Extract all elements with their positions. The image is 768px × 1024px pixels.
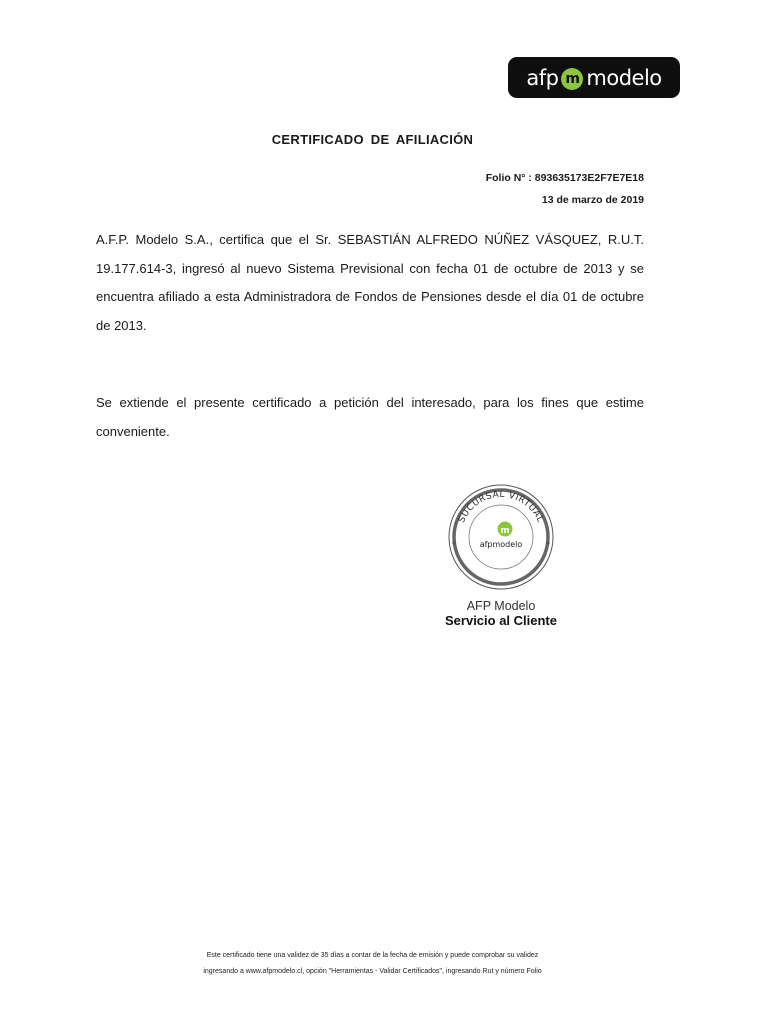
logo-text-modelo: modelo bbox=[586, 65, 662, 90]
closing-paragraph: Se extiende el presente certificado a petición del interesado, para los fines que estime conveniente. bbox=[96, 395, 644, 439]
issue-date: 13 de marzo de 2019 bbox=[541, 194, 644, 206]
seal-ring-text: SUCURSAL VIRTUAL bbox=[457, 489, 545, 525]
certification-paragraph: A.F.P. Modelo S.A., certifica que el Sr. SEBASTIÁN ALFREDO NÚÑEZ VÁSQUEZ, R.U.T. 19.177.614-3, ingresó al nuevo Sistema Previsional con fecha 01 de octubre de 2013 y se encuentra afiliado a esta Administradora de Fondos de Pensiones desde el día 01 de octubre de 2013. bbox=[96, 232, 644, 333]
signature-block bbox=[435, 483, 567, 628]
seal-mark: m bbox=[500, 526, 510, 536]
afp-modelo-logo bbox=[508, 57, 680, 98]
folio-number: Folio N° : 893635173E2F7E7E18 bbox=[485, 172, 644, 184]
footer-validity-note: Este certificado tiene una validez de 35 días a contar de la fecha de emisión y puede comprobar su validez bbox=[206, 952, 539, 959]
signature-role: Servicio al Cliente bbox=[445, 613, 557, 628]
footer-validation-instructions: ingresando a www.afpmodelo.cl, opción "Herramientas - Validar Certificados", ingresando Rut y número Folio bbox=[203, 968, 542, 975]
seal-brand: afpmodelo bbox=[479, 540, 523, 549]
sucursal-virtual-seal-icon bbox=[442, 483, 560, 591]
signature-name: AFP Modelo bbox=[466, 599, 536, 613]
logo-mark-icon: m bbox=[561, 68, 583, 90]
document-title: CERTIFICADO DE AFILIACIÓN bbox=[271, 132, 474, 147]
logo-text-afp: afp bbox=[526, 65, 559, 90]
